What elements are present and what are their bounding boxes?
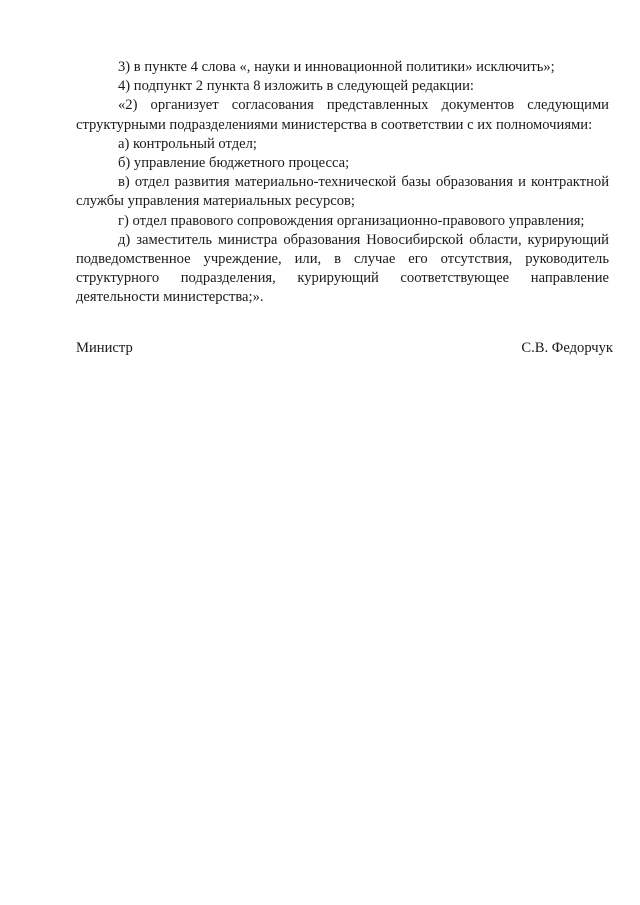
paragraph-subitem-d: д) заместитель министра образования Новосибирской области, курирующий подведомственное учреждение, или, в случае его отсутствия, руководитель структурного подразделения, курирующий соответствующее направление деятельности министерства;». (76, 231, 609, 306)
paragraph-item-3: 3) в пункте 4 слова «, науки и инновационной политики» исключить»; (118, 59, 555, 75)
signatory-position: Министр (76, 340, 133, 356)
signature-block (76, 339, 613, 358)
paragraph-item-4: 4) подпункт 2 пункта 8 изложить в следующей редакции: (118, 78, 474, 95)
paragraph-subitem-a: а) контрольный отдел; (118, 135, 257, 152)
signatory-name: С.В. Федорчук (521, 340, 613, 356)
paragraph-subitem-b: б) управление бюджетного процесса; (118, 155, 350, 172)
paragraph-subitem-g: г) отдел правового сопровождения организационно-правового управления; (118, 212, 585, 229)
document-body (76, 58, 609, 308)
paragraph-subitem-2: «2) организует согласования представленных документов следующими структурными подразделениями министерства в соответствии с их полномочиями: (76, 97, 609, 133)
paragraph-subitem-v: в) отдел развития материально-технической базы образования и контрактной службы управления материальных ресурсов; (76, 174, 609, 210)
